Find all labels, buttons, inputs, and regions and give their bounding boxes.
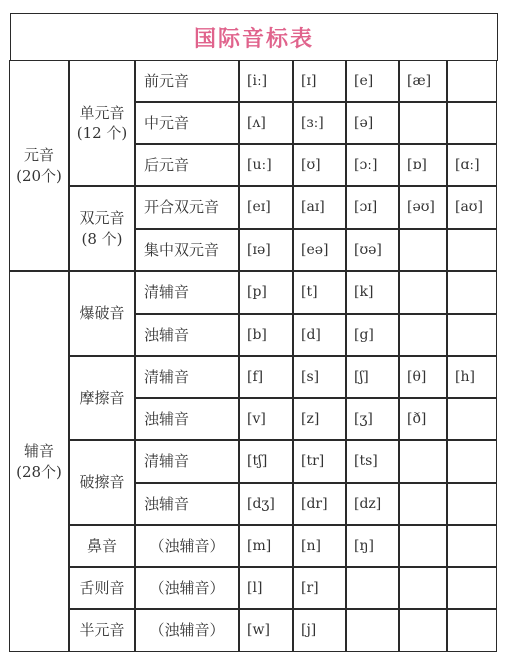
ipa-cell: [ɒ] — [399, 144, 447, 186]
diphthongs-count: (8 个) — [81, 229, 123, 248]
laterals-label — [69, 567, 135, 609]
row-name: 中元音 — [135, 102, 239, 144]
ipa-cell — [399, 525, 447, 567]
ipa-cell: [d] — [293, 314, 346, 356]
row-name: 浊辅音 — [135, 483, 239, 525]
row-name: 清辅音 — [135, 356, 239, 398]
ipa-cell: [əʊ] — [399, 186, 447, 229]
affricates-label-text: 破擦音 — [79, 473, 125, 492]
ipa-cell — [447, 440, 497, 483]
ipa-cell: [e] — [346, 60, 399, 102]
ipa-cell — [447, 314, 497, 356]
ipa-cell: [ʌ] — [239, 102, 293, 144]
vowels-count: (20个) — [16, 166, 62, 185]
ipa-cell: [tr] — [293, 440, 346, 483]
ipa-cell — [447, 483, 497, 525]
ipa-cell: [ʊə] — [346, 229, 399, 271]
ipa-cell: [ɪə] — [239, 229, 293, 271]
ipa-cell: [k] — [346, 271, 399, 314]
ipa-cell — [399, 102, 447, 144]
ipa-cell: [ð] — [399, 398, 447, 440]
ipa-cell: [r] — [293, 567, 346, 609]
nasals-label-text: 鼻音 — [86, 536, 117, 555]
semivowels-label-text: 半元音 — [79, 621, 125, 640]
vowels-label — [9, 60, 69, 271]
ipa-cell — [399, 314, 447, 356]
row-name: 前元音 — [135, 60, 239, 102]
ipa-cell: [dʒ] — [239, 483, 293, 525]
nasals-note: （浊辅音） — [135, 525, 239, 567]
affricates-label — [69, 440, 135, 525]
diphthongs-label-text: 双元音 — [79, 209, 125, 228]
ipa-cell: [ɔː] — [346, 144, 399, 186]
ipa-cell: [dr] — [293, 483, 346, 525]
ipa-cell — [447, 60, 497, 102]
ipa-cell — [399, 440, 447, 483]
plosives-label-text: 爆破音 — [79, 304, 125, 323]
ipa-cell: [j] — [293, 609, 346, 652]
ipa-cell: [uː] — [239, 144, 293, 186]
ipa-cell — [447, 525, 497, 567]
fricatives-label-text: 摩擦音 — [79, 388, 125, 407]
ipa-cell: [ɪ] — [293, 60, 346, 102]
vowels-label-text: 元音 — [23, 146, 54, 165]
ipa-cell: [z] — [293, 398, 346, 440]
monophthongs-count: (12 个) — [76, 124, 128, 142]
ipa-cell: [h] — [447, 356, 497, 398]
consonants-label — [9, 271, 69, 652]
semivowels-note: （浊辅音） — [135, 609, 239, 652]
ipa-cell: [n] — [293, 525, 346, 567]
ipa-cell: [eə] — [293, 229, 346, 271]
ipa-cell: [aɪ] — [293, 186, 346, 229]
ipa-cell — [447, 398, 497, 440]
ipa-cell — [399, 567, 447, 609]
ipa-cell: [ə] — [346, 102, 399, 144]
ipa-cell — [447, 271, 497, 314]
ipa-cell: [eɪ] — [239, 186, 293, 229]
table-title: 国际音标表 — [10, 13, 498, 61]
consonants-count: (28个) — [16, 462, 62, 481]
ipa-cell: [ɑː] — [447, 144, 497, 186]
diphthongs-label — [69, 186, 135, 271]
ipa-cell: [g] — [346, 314, 399, 356]
ipa-cell — [399, 229, 447, 271]
ipa-cell — [399, 609, 447, 652]
monophthongs-label — [69, 60, 135, 186]
ipa-cell: [ts] — [346, 440, 399, 483]
ipa-cell — [399, 483, 447, 525]
ipa-cell: [aʊ] — [447, 186, 497, 229]
row-name: 浊辅音 — [135, 314, 239, 356]
ipa-cell: [p] — [239, 271, 293, 314]
ipa-cell: [s] — [293, 356, 346, 398]
laterals-label-text: 舌则音 — [79, 578, 125, 597]
ipa-cell: [ʒ] — [346, 398, 399, 440]
ipa-cell — [399, 271, 447, 314]
row-name: 清辅音 — [135, 271, 239, 314]
plosives-label — [69, 271, 135, 356]
consonants-label-text: 辅音 — [23, 442, 54, 461]
ipa-cell — [346, 567, 399, 609]
ipa-cell: [t] — [293, 271, 346, 314]
ipa-cell — [346, 609, 399, 652]
ipa-cell: [m] — [239, 525, 293, 567]
row-name: 集中双元音 — [135, 229, 239, 271]
laterals-note: （浊辅音） — [135, 567, 239, 609]
ipa-cell — [447, 102, 497, 144]
fricatives-label — [69, 356, 135, 440]
ipa-cell: [æ] — [399, 60, 447, 102]
ipa-cell: [ʃ] — [346, 356, 399, 398]
ipa-cell: [ʊ] — [293, 144, 346, 186]
ipa-cell: [iː] — [239, 60, 293, 102]
row-name: 后元音 — [135, 144, 239, 186]
row-name: 浊辅音 — [135, 398, 239, 440]
ipa-cell: [l] — [239, 567, 293, 609]
ipa-cell: [tʃ] — [239, 440, 293, 483]
ipa-cell — [447, 609, 497, 652]
ipa-cell: [ɔɪ] — [346, 186, 399, 229]
ipa-cell: [b] — [239, 314, 293, 356]
ipa-cell: [v] — [239, 398, 293, 440]
ipa-cell: [dz] — [346, 483, 399, 525]
ipa-cell — [447, 229, 497, 271]
ipa-cell: [f] — [239, 356, 293, 398]
nasals-label — [69, 525, 135, 567]
phonetic-table — [10, 13, 498, 653]
semivowels-label — [69, 609, 135, 652]
ipa-cell: [w] — [239, 609, 293, 652]
ipa-cell: [θ] — [399, 356, 447, 398]
row-name: 开合双元音 — [135, 186, 239, 229]
monophthongs-label-text: 单元音 — [79, 103, 125, 122]
ipa-cell — [447, 567, 497, 609]
row-name: 清辅音 — [135, 440, 239, 483]
ipa-cell: [ɜː] — [293, 102, 346, 144]
ipa-cell: [ŋ] — [346, 525, 399, 567]
